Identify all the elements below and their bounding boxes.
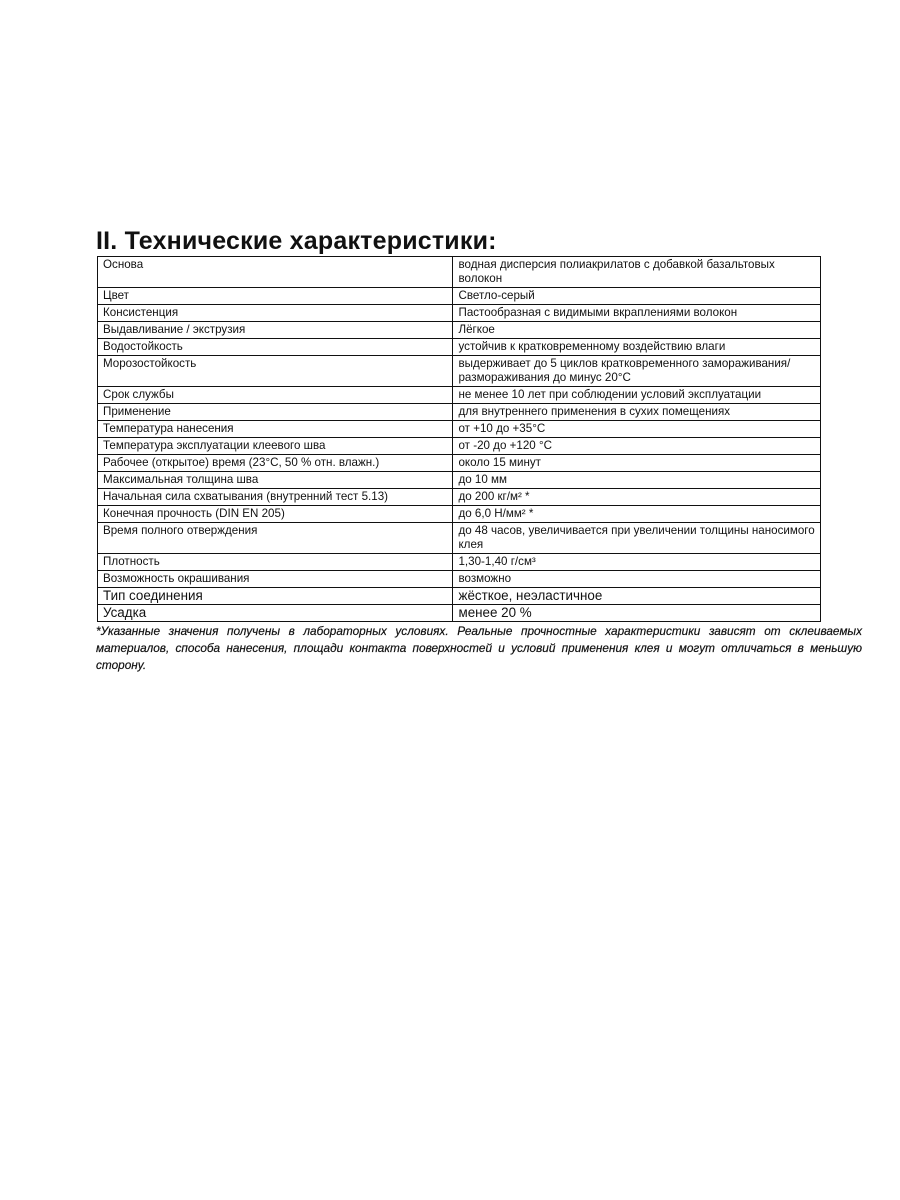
- table-row: [98, 339, 821, 356]
- spec-value: до 48 часов, увеличивается при увеличении толщины наносимого клея: [453, 523, 821, 554]
- spec-value: от +10 до +35°С: [453, 421, 821, 438]
- table-row: [98, 257, 821, 288]
- table-row: [98, 288, 821, 305]
- spec-value: до 200 кг/м² *: [453, 489, 821, 506]
- table-row: [98, 506, 821, 523]
- spec-name: Конечная прочность (DIN EN 205): [98, 506, 453, 523]
- spec-name: Рабочее (открытое) время (23°С, 50 % отн. влажн.): [98, 455, 453, 472]
- spec-name: Консистенция: [98, 305, 453, 322]
- specs-table: [97, 256, 821, 622]
- footnote: *Указанные значения получены в лабораторных условиях. Реальные прочностные характеристики зависят от склеиваемых материалов, способа нанесения, площади контакта поверхностей и условий применения клея и могут отличаться в меньшую сторону.: [96, 624, 862, 672]
- section-title: II. Технические характеристики:: [96, 227, 497, 255]
- spec-value: менее 20 %: [453, 605, 821, 622]
- table-row: [98, 404, 821, 421]
- spec-value: возможно: [453, 571, 821, 588]
- spec-value: около 15 минут: [453, 455, 821, 472]
- spec-value: до 6,0 Н/мм² *: [453, 506, 821, 523]
- spec-name: Возможность окрашивания: [98, 571, 453, 588]
- table-row: [98, 554, 821, 571]
- spec-name: Усадка: [98, 605, 453, 622]
- spec-name: Температура эксплуатации клеевого шва: [98, 438, 453, 455]
- spec-name: Водостойкость: [98, 339, 453, 356]
- specs-table-body: [98, 257, 821, 622]
- spec-value: водная дисперсия полиакрилатов с добавкой базальтовых волокон: [453, 257, 821, 288]
- spec-value: 1,30-1,40 г/см³: [453, 554, 821, 571]
- spec-name: Тип соединения: [98, 588, 453, 605]
- spec-name: Максимальная толщина шва: [98, 472, 453, 489]
- table-row: [98, 472, 821, 489]
- spec-name: Плотность: [98, 554, 453, 571]
- spec-value: не менее 10 лет при соблюдении условий эксплуатации: [453, 387, 821, 404]
- spec-name: Выдавливание / экструзия: [98, 322, 453, 339]
- table-row: [98, 455, 821, 472]
- spec-value: устойчив к кратковременному воздействию влаги: [453, 339, 821, 356]
- table-row: [98, 588, 821, 605]
- spec-name: Цвет: [98, 288, 453, 305]
- spec-value: Пастообразная с видимыми вкраплениями волокон: [453, 305, 821, 322]
- spec-value: выдерживает до 5 циклов кратковременного замораживания/размораживания до минус 20°С: [453, 356, 821, 387]
- table-row: [98, 523, 821, 554]
- table-row: [98, 421, 821, 438]
- table-row: [98, 438, 821, 455]
- spec-value: для внутреннего применения в сухих помещениях: [453, 404, 821, 421]
- spec-value: Лёгкое: [453, 322, 821, 339]
- document-page: [96, 226, 861, 674]
- spec-name: Срок службы: [98, 387, 453, 404]
- table-row: [98, 322, 821, 339]
- table-row: [98, 356, 821, 387]
- table-row: [98, 489, 821, 506]
- spec-name: Основа: [98, 257, 453, 288]
- spec-value: от -20 до +120 °С: [453, 438, 821, 455]
- spec-name: Время полного отверждения: [98, 523, 453, 554]
- table-row: [98, 305, 821, 322]
- spec-value: Светло-серый: [453, 288, 821, 305]
- spec-value: до 10 мм: [453, 472, 821, 489]
- table-row: [98, 571, 821, 588]
- table-row: [98, 387, 821, 404]
- spec-name: Морозостойкость: [98, 356, 453, 387]
- spec-value: жёсткое, неэластичное: [453, 588, 821, 605]
- table-row: [98, 605, 821, 622]
- spec-name: Температура нанесения: [98, 421, 453, 438]
- spec-name: Начальная сила схватывания (внутренний тест 5.13): [98, 489, 453, 506]
- spec-name: Применение: [98, 404, 453, 421]
